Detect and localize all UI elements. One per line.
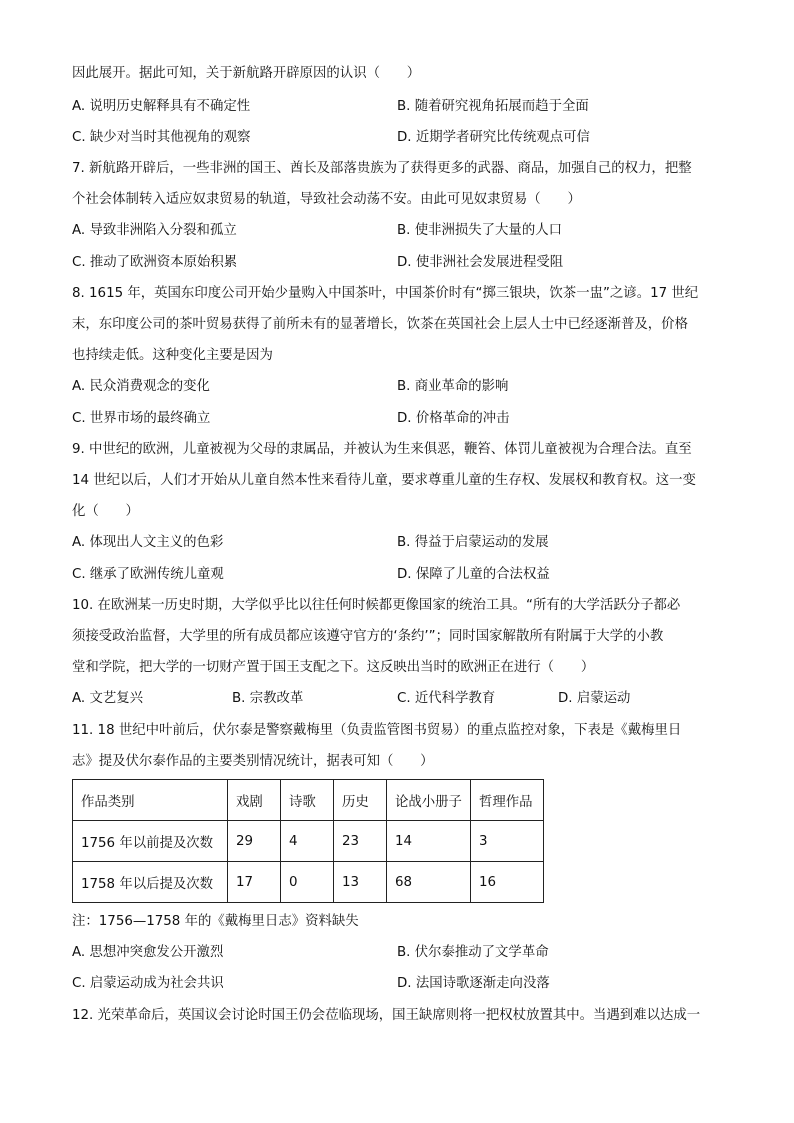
- table-header-cell: 戏剧: [228, 780, 281, 821]
- table-cell: 29: [228, 821, 281, 862]
- table-cell: 0: [281, 862, 334, 903]
- table-cell: 1758 年以后提及次数: [73, 862, 228, 903]
- table-cell: 14: [387, 821, 471, 862]
- q10-option-c[interactable]: C. 近代科学教育: [397, 691, 496, 706]
- q12-text-line-1: 12. 光荣革命后，英国议会讨论时国王仍会莅临现场，国王缺席则将一把权杖放置其中。当遇到难以达成一: [72, 1008, 701, 1023]
- table-cell: 13: [334, 862, 387, 903]
- q8-text-line-3: 也持续走低。这种变化主要是因为: [72, 348, 273, 363]
- q11-option-c[interactable]: C. 启蒙运动成为社会共识: [72, 976, 224, 991]
- q8-text-line-2: 末，东印度公司的茶叶贸易获得了前所未有的显著增长，饮茶在英国社会上层人士中已经逐渐普及，价格: [72, 317, 688, 332]
- table-cell: 3: [471, 821, 544, 862]
- q10-option-a[interactable]: A. 文艺复兴: [72, 691, 143, 706]
- q9-option-d[interactable]: D. 保障了儿童的合法权益: [397, 567, 550, 582]
- q11-table-note: 注：1756—1758 年的《戴梅里日志》资料缺失: [72, 914, 359, 929]
- q9-option-c[interactable]: C. 继承了欧洲传统儿童观: [72, 567, 224, 582]
- table-row: [73, 821, 544, 862]
- q7-option-d[interactable]: D. 使非洲社会发展进程受阻: [397, 255, 564, 270]
- q9-option-a[interactable]: A. 体现出人文主义的色彩: [72, 535, 224, 550]
- q10-text-line-3: 堂和学院，把大学的一切财产置于国王支配之下。这反映出当时的欧洲正在进行（ ）: [72, 660, 595, 675]
- q8-option-c[interactable]: C. 世界市场的最终确立: [72, 411, 211, 426]
- table-cell: 17: [228, 862, 281, 903]
- table-header-cell: 作品类别: [73, 780, 228, 821]
- q11-text-line-2: 志》提及伏尔泰作品的主要类别情况统计，据表可知（ ）: [72, 754, 434, 769]
- q7-option-a[interactable]: A. 导致非洲陷入分裂和孤立: [72, 223, 237, 238]
- q7-option-c[interactable]: C. 推动了欧洲资本原始积累: [72, 255, 238, 270]
- q6-option-a[interactable]: A. 说明历史解释具有不确定性: [72, 99, 251, 114]
- q8-option-a[interactable]: A. 民众消费观念的变化: [72, 379, 210, 394]
- q10-text-line-1: 10. 在欧洲某一历史时期，大学似乎比以往任何时候都更像国家的统治工具。“所有的大学活跃分子都必: [72, 598, 681, 613]
- q6-option-d[interactable]: D. 近期学者研究比传统观点可信: [397, 130, 590, 145]
- q9-text-line-1: 9. 中世纪的欧洲，儿童被视为父母的隶属品，并被认为生来俱恶，鞭笞、体罚儿童被视为合理合法。直至: [72, 442, 692, 457]
- table-cell: 1756 年以前提及次数: [73, 821, 228, 862]
- q10-option-d[interactable]: D. 启蒙运动: [558, 691, 631, 706]
- table-cell: 23: [334, 821, 387, 862]
- q10-text-line-2: 须接受政治监督，大学里的所有成员都应该遵守官方的‘条约’”；同时国家解散所有附属于大学的小教: [72, 629, 664, 644]
- table-header-cell: 哲理作品: [471, 780, 544, 821]
- q10-option-b[interactable]: B. 宗教改革: [232, 691, 304, 706]
- q9-text-line-3: 化（ ）: [72, 504, 139, 519]
- q11-option-a[interactable]: A. 思想冲突愈发公开激烈: [72, 945, 224, 960]
- q11-option-d[interactable]: D. 法国诗歌逐渐走向没落: [397, 976, 550, 991]
- q11-text-line-1: 11. 18 世纪中叶前后，伏尔泰是警察戴梅里（负责监管图书贸易）的重点监控对象，下表是《戴梅里日: [72, 723, 682, 738]
- table-header-cell: 历史: [334, 780, 387, 821]
- q6-option-b[interactable]: B. 随着研究视角拓展而趋于全面: [397, 99, 589, 114]
- table-cell: 68: [387, 862, 471, 903]
- q8-text-line-1: 8. 1615 年，英国东印度公司开始少量购入中国茶叶，中国茶价时有“掷三银块，饮茶一盅”之谚。17 世纪: [72, 286, 699, 301]
- q7-option-b[interactable]: B. 使非洲损失了大量的人口: [397, 223, 562, 238]
- q7-text-line-1: 7. 新航路开辟后，一些非洲的国王、酋长及部落贵族为了获得更多的武器、商品，加强自己的权力，把整: [72, 161, 692, 176]
- q11-option-b[interactable]: B. 伏尔泰推动了文学革命: [397, 945, 549, 960]
- table-header-cell: 诗歌: [281, 780, 334, 821]
- q9-option-b[interactable]: B. 得益于启蒙运动的发展: [397, 535, 549, 550]
- table-row: [73, 862, 544, 903]
- voltaire-works-table: [72, 779, 544, 903]
- q8-option-d[interactable]: D. 价格革命的冲击: [397, 411, 510, 426]
- q7-text-line-2: 个社会体制转入适应奴隶贸易的轨道，导致社会动荡不安。由此可见奴隶贸易（ ）: [72, 192, 581, 207]
- table-header-cell: 论战小册子: [387, 780, 471, 821]
- q8-option-b[interactable]: B. 商业革命的影响: [397, 379, 509, 394]
- q6-option-c[interactable]: C. 缺少对当时其他视角的观察: [72, 130, 251, 145]
- table-header-row: [73, 780, 544, 821]
- table-cell: 16: [471, 862, 544, 903]
- q6-text: 因此展开。据此可知，关于新航路开辟原因的认识（ ）: [72, 66, 421, 81]
- q9-text-line-2: 14 世纪以后，人们才开始从儿童自然本性来看待儿童，要求尊重儿童的生存权、发展权和教育权。这一变: [72, 473, 696, 488]
- table-cell: 4: [281, 821, 334, 862]
